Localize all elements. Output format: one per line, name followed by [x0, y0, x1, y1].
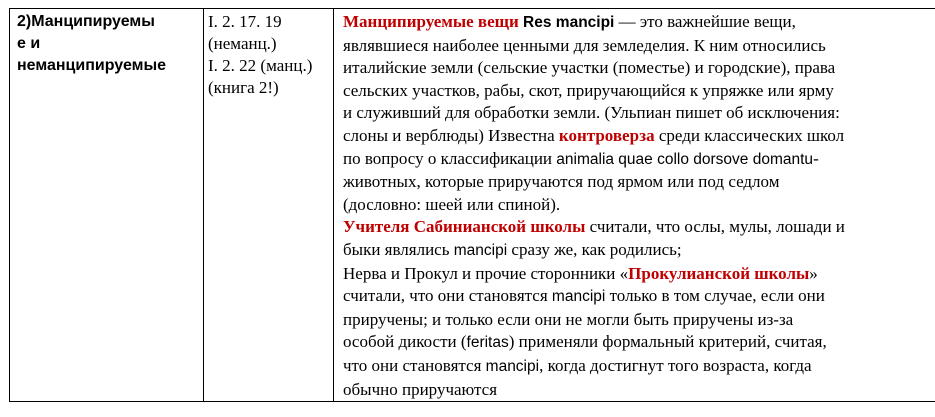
- text-fragment: Нерва и Прокул и прочие сторонники «: [343, 263, 629, 283]
- text-line: и служивший для обработки земли. (Ульпиан пишет об исключения:: [343, 103, 840, 123]
- reference-line: (неманц.): [208, 34, 277, 53]
- topic-line: неманципируемые: [17, 57, 167, 74]
- text-line: [343, 125, 935, 148]
- text-line: италийские земли (сельские участки (поместье) и городские), права: [343, 58, 836, 78]
- text-line: сельских участков, рабы, скот, приручающийся к упряжке или ярму: [343, 80, 834, 100]
- term-res-mancipi: Манципируемые вещи: [343, 12, 519, 31]
- text-fragment: »: [809, 263, 818, 283]
- latin-phrase: animalia quae collo dorsove domantu: [556, 150, 814, 168]
- text-fragment: , когда достигнут того возраста, когда: [539, 355, 812, 375]
- topic-line: е и: [17, 35, 41, 52]
- text-line: являвшиеся наиболее ценными для земледелия. К ним относились: [343, 35, 826, 55]
- reference-cell: [204, 9, 334, 402]
- text-fragment: особой дикости (: [343, 332, 467, 352]
- latin-term: mancipi: [551, 288, 606, 306]
- text-line: [343, 263, 935, 286]
- text-line: [343, 285, 935, 309]
- text-line: [343, 11, 935, 35]
- text-fragment: — это важнейшие вещи,: [614, 12, 796, 31]
- latin-term: feritas: [466, 334, 509, 352]
- text-line: [343, 216, 935, 239]
- text-line: [343, 239, 935, 263]
- text-line: [343, 148, 935, 172]
- term-controversy: контроверза: [558, 125, 655, 145]
- latin-term: mancipi: [485, 357, 540, 375]
- text-fragment: считали, что они становятся: [343, 286, 552, 306]
- topic-cell: [10, 9, 204, 402]
- text-line: [343, 331, 935, 355]
- text-fragment: слоны и верблюды) Известна: [343, 125, 559, 145]
- term-proculian-school: Прокулианской школы: [628, 263, 810, 283]
- text-fragment: среди классических школ: [654, 125, 845, 145]
- text-fragment: считали, что ослы, мулы, лошади и: [585, 217, 845, 237]
- text-fragment: только в том случае, если они: [605, 286, 825, 306]
- text-line: обычно приручаются: [343, 379, 498, 399]
- text-line: приручены; и только если они не могли быть приручены из-за: [343, 309, 794, 329]
- latin-term: Res mancipi: [523, 14, 615, 31]
- text-fragment: сразу же, как родились;: [507, 239, 682, 259]
- table-row: [10, 9, 935, 402]
- description-cell: [334, 9, 935, 402]
- reference-line: (книга 2!): [208, 78, 279, 97]
- text-fragment: ) применяли формальный критерий, считая,: [508, 332, 827, 352]
- text-fragment: -: [813, 148, 819, 168]
- text-fragment: по вопросу о классификации: [343, 148, 557, 168]
- reference-line: I. 2. 22 (манц.): [208, 56, 313, 75]
- latin-term: mancipi: [453, 241, 508, 259]
- topic-line: 2)Манципируемы: [17, 13, 155, 30]
- text-line: (дословно: шеей или спиной).: [343, 194, 561, 214]
- text-fragment: что они становятся: [343, 355, 486, 375]
- text-line: [343, 355, 935, 379]
- text-line: животных, которые приручаются под ярмом или под седлом: [343, 172, 780, 192]
- document-table: [9, 8, 935, 402]
- reference-line: I. 2. 17. 19: [208, 12, 282, 31]
- term-sabinian-school: Учителя Сабинианской школы: [343, 217, 586, 237]
- text-fragment: быки являлись: [343, 239, 454, 259]
